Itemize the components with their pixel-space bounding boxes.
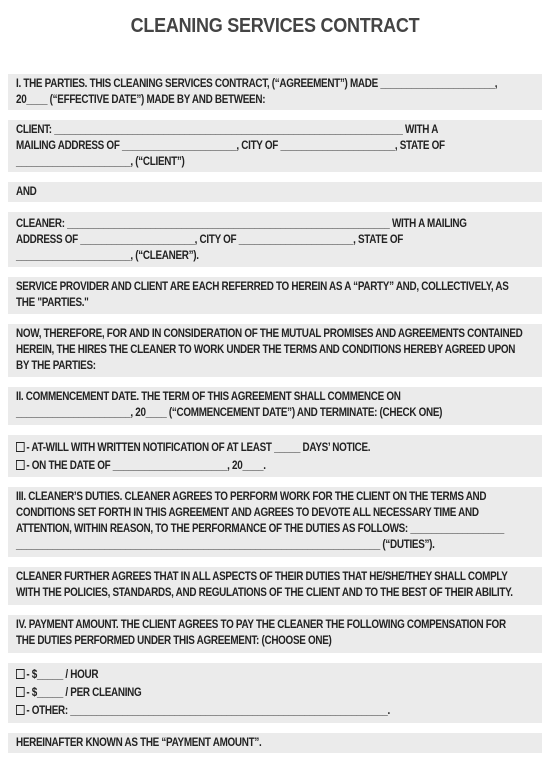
compliance-line-1: CLEANER FURTHER AGREES THAT IN ALL ASPECTS OF THEIR DUTIES THAT HE/SHE/THEY SHALL COMPLY — [16, 571, 508, 583]
cleaner-line-3: ______________________, (“CLEANER”). — [16, 250, 199, 262]
duties-line-3: ATTENTION, WITHIN REASON, TO THE PERFORMANCE OF THE DUTIES AS FOLLOWS: __________________ — [16, 523, 504, 535]
option-other — [16, 703, 467, 719]
duties-line-1: III. CLEANER’S DUTIES. CLEANER AGREES TO PERFORM WORK FOR THE CLIENT ON THE TERMS AND — [16, 491, 487, 503]
checkbox-icon[interactable] — [16, 460, 25, 470]
option-on-date-label: - ON THE DATE OF ______________________, 20____. — [26, 460, 266, 472]
client-line-1: CLIENT: ___________________________________________________________________ WITH A — [16, 124, 439, 136]
option-per-cleaning — [16, 685, 467, 701]
payment-line-2: THE DUTIES PERFORMED UNDER THIS AGREEMENT: (CHOOSE ONE) — [16, 635, 332, 647]
checkbox-icon[interactable] — [16, 442, 25, 452]
parties-def-line-2: THE "PARTIES." — [16, 297, 89, 309]
parties-def-line-1: SERVICE PROVIDER AND CLIENT ARE EACH REFERRED TO HEREIN AS A “PARTY” AND, COLLECTIVELY, AS — [16, 281, 509, 293]
option-per-cleaning-label: - $_____ / PER CLEANING — [26, 687, 142, 699]
consideration-line-1: NOW, THEREFORE, FOR AND IN CONSIDERATION OF THE MUTUAL PROMISES AND AGREEMENTS CONTAINED — [16, 328, 523, 340]
client-line-2: MAILING ADDRESS OF ______________________, CITY OF ______________________, STATE OF — [16, 140, 445, 152]
option-hourly-label: - $_____ / HOUR — [26, 669, 99, 681]
checkbox-icon[interactable] — [16, 669, 25, 679]
checkbox-icon[interactable] — [16, 705, 25, 715]
consideration-line-2: HEREIN, THE HIRES THE CLEANER TO WORK UNDER THE TERMS AND CONDITIONS HEREBY AGREED UPON — [16, 344, 516, 356]
checkbox-icon[interactable] — [16, 687, 25, 697]
duties-line-2: CONDITIONS SET FORTH IN THIS AGREEMENT AND AGREES TO DEVOTE ALL NECESSARY TIME AND — [16, 507, 479, 519]
cleaner-line-2: ADDRESS OF ______________________, CITY OF ______________________, STATE OF — [16, 234, 404, 246]
duties-line-4: ______________________________________________________________________ (“DUTIES”). — [16, 539, 435, 551]
option-at-will-label: - AT-WILL WITH WRITTEN NOTIFICATION OF AT LEAST _____ DAYS’ NOTICE. — [26, 442, 371, 454]
parties-line-2: 20____ (“EFFECTIVE DATE”) MADE BY AND BETWEEN: — [16, 94, 266, 106]
option-on-date — [16, 458, 467, 474]
payment-line-1: IV. PAYMENT AMOUNT. THE CLIENT AGREES TO PAY THE CLEANER THE FOLLOWING COMPENSATION FOR — [16, 619, 506, 631]
commencement-line-1: II. COMMENCEMENT DATE. THE TERM OF THIS AGREEMENT SHALL COMMENCE ON — [16, 391, 401, 403]
option-other-label: - OTHER: _____________________________________________________________. — [26, 705, 390, 717]
payment-amount-line: HEREINAFTER KNOWN AS THE “PAYMENT AMOUNT”. — [16, 737, 262, 749]
compliance-line-2: WITH THE POLICIES, STANDARDS, AND REGULATIONS OF THE CLIENT AND TO THE BEST OF THEIR ABILITY. — [16, 587, 513, 599]
option-hourly — [16, 667, 467, 683]
client-line-3: ______________________, (“CLIENT”) — [16, 156, 185, 168]
document-title: CLEANING SERVICES CONTRACT — [130, 15, 420, 37]
consideration-line-3: BY THE PARTIES: — [16, 360, 96, 372]
and-line: AND — [16, 186, 37, 198]
parties-line-1: I. THE PARTIES. THIS CLEANING SERVICES CONTRACT, (“AGREEMENT”) MADE ______________________, — [16, 78, 498, 90]
commencement-line-2: ______________________, 20____ (“COMMENCEMENT DATE”) AND TERMINATE: (CHECK ONE) — [16, 407, 443, 419]
cleaner-line-1: CLEANER: ______________________________________________________________ WITH A MAILING — [16, 218, 467, 230]
option-at-will — [16, 440, 467, 456]
